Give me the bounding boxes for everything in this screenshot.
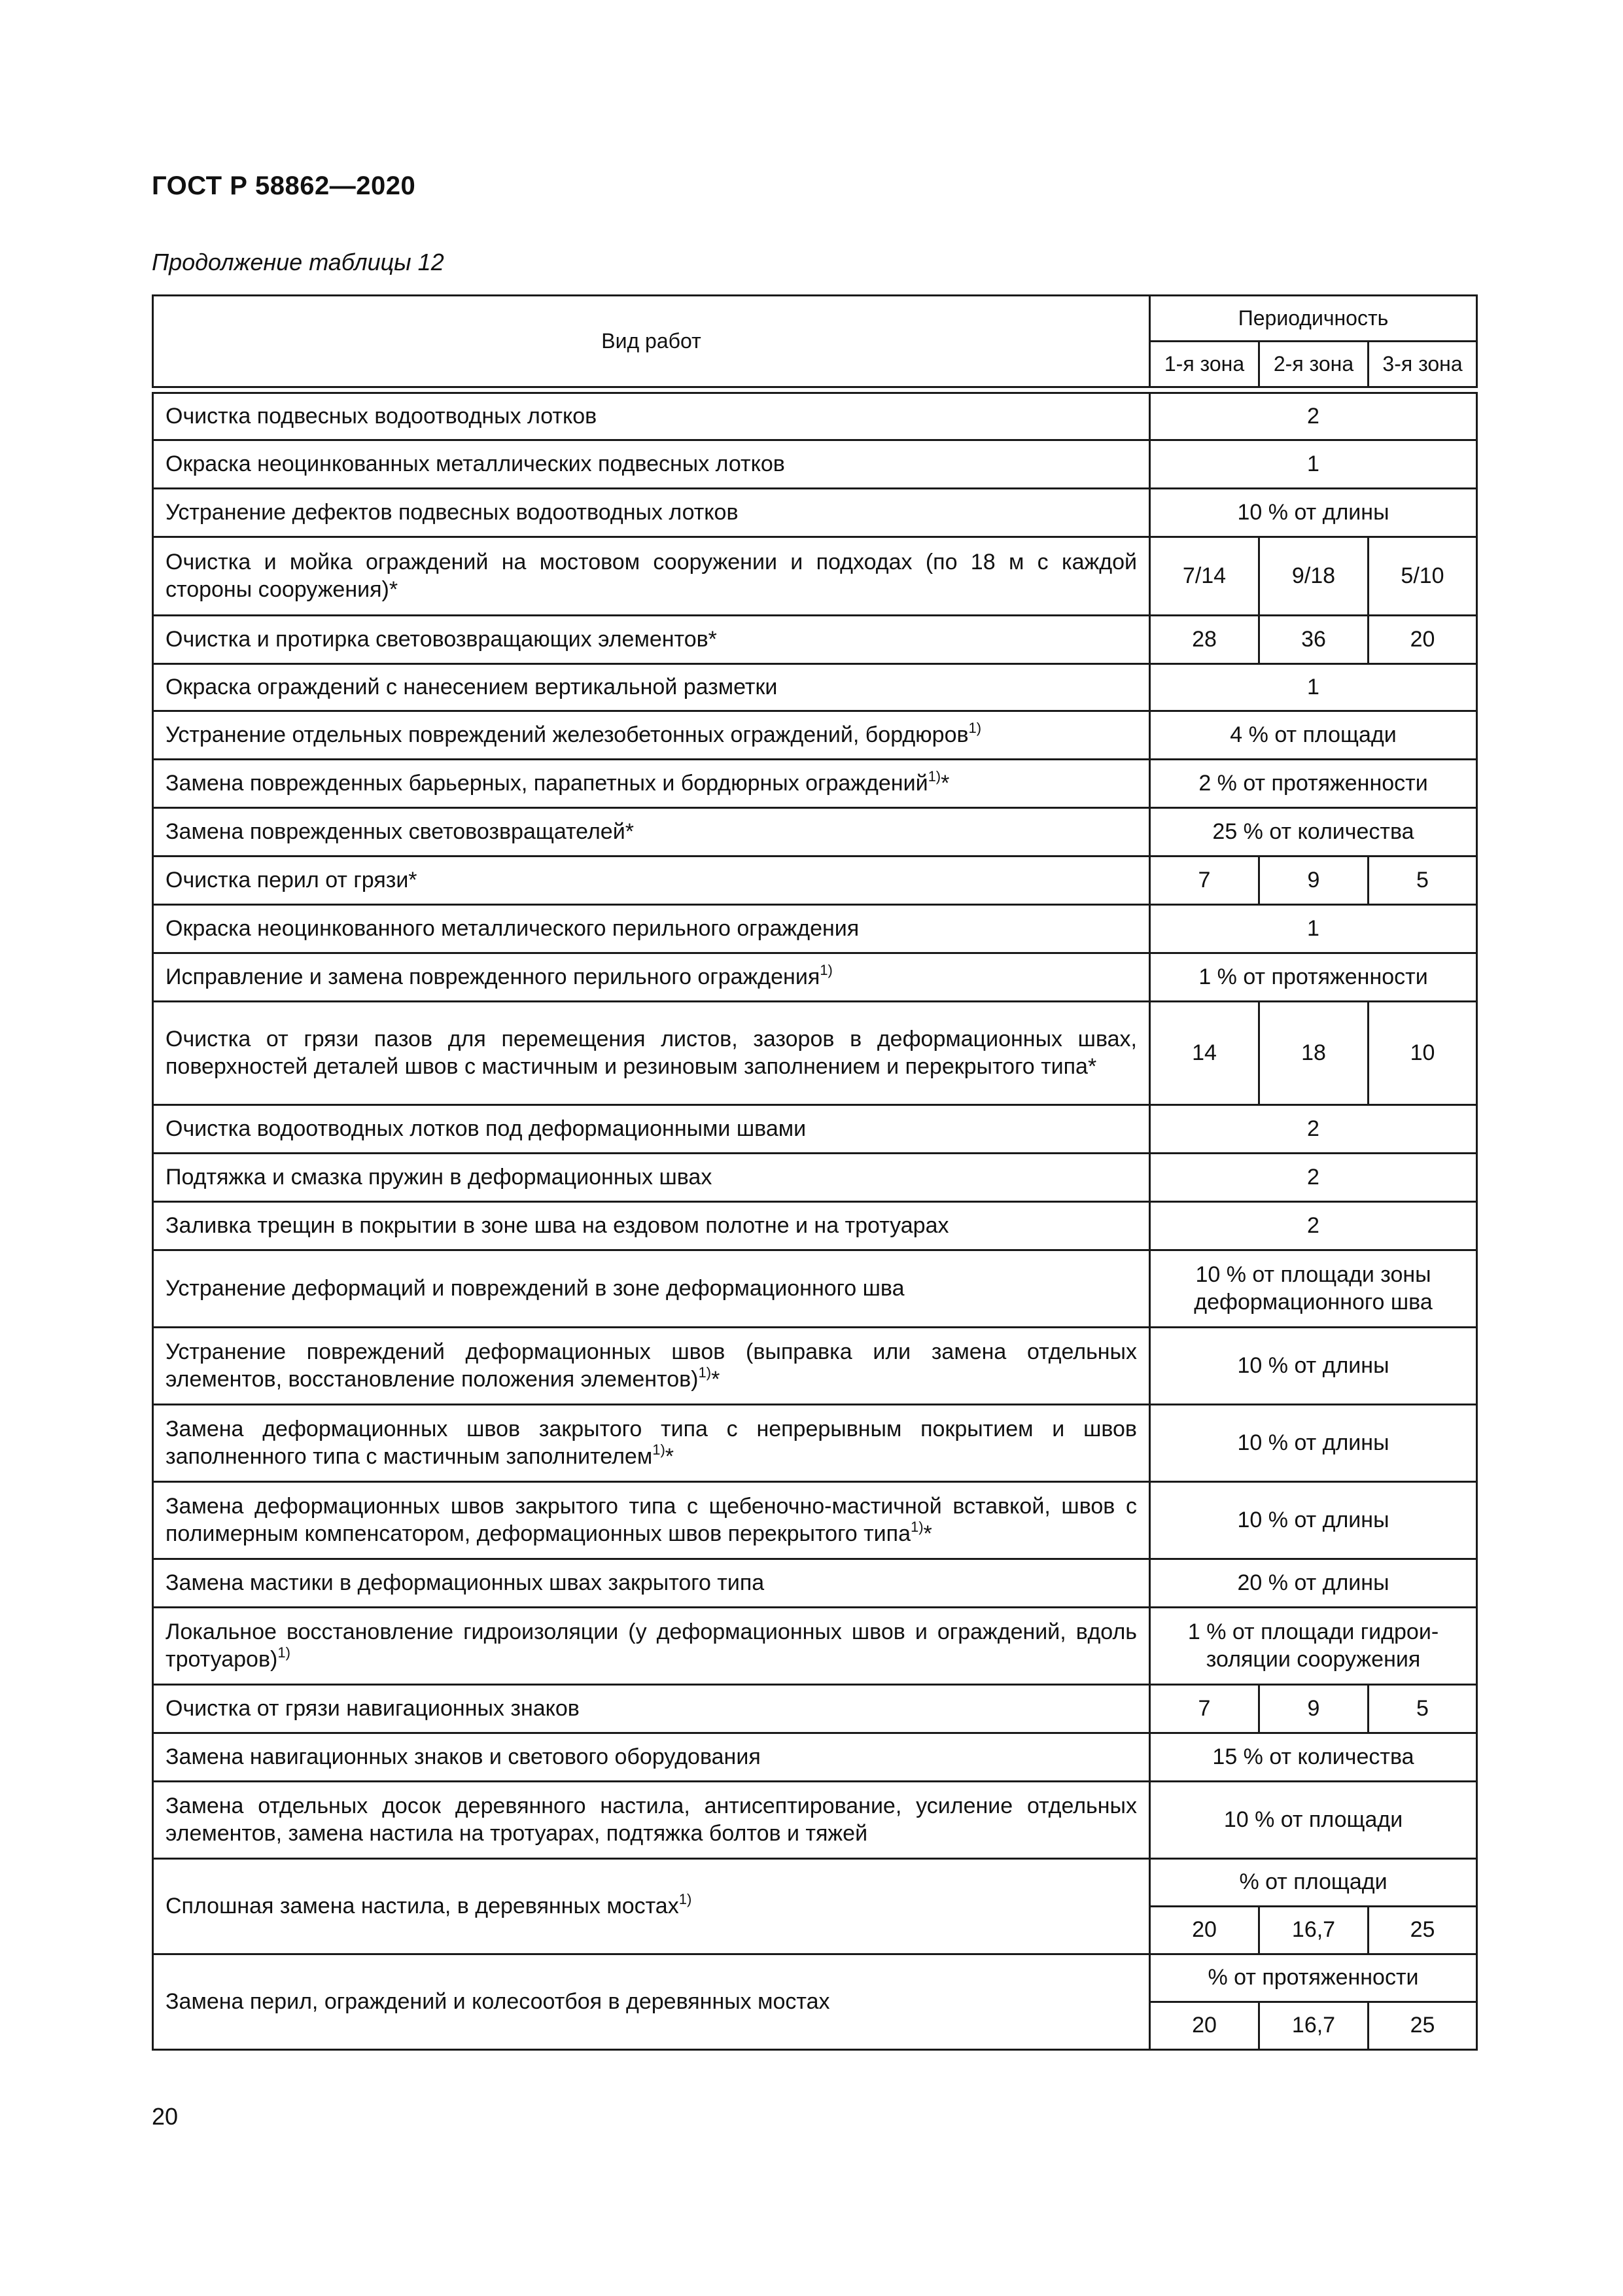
periodicity-value-cell: 10 % от длины xyxy=(1150,1328,1477,1405)
periodicity-value-cell: 10 % от площади xyxy=(1150,1782,1477,1859)
column-header-work-type: Вид работ xyxy=(153,296,1150,387)
table-row xyxy=(153,664,1477,711)
work-type-cell xyxy=(153,1328,1150,1405)
zone-2-value: 9 xyxy=(1259,857,1369,905)
work-type-cell xyxy=(153,1733,1150,1782)
periodicity-value-cell: 1 % от площади гидроизоляции сооружения xyxy=(1150,1608,1477,1685)
work-type-text: Заливка трещин в покрытии в зоне шва на ездовом полотне и на тротуарах xyxy=(166,1212,949,1238)
zone-2-value: 18 xyxy=(1259,1002,1369,1105)
periodicity-unit-cell: % от площади xyxy=(1150,1859,1477,1907)
work-type-cell xyxy=(153,1105,1150,1154)
zone-2-value: 16,7 xyxy=(1259,1907,1369,1954)
asterisk-marker: * xyxy=(711,1366,720,1392)
table-row xyxy=(153,616,1477,664)
work-type-text: Окраска неоцинкованных металлических подвесных лотков xyxy=(166,451,785,476)
work-type-text: Окраска неоцинкованного металлического перильного ограждения xyxy=(166,915,860,941)
footnote-marker: 1) xyxy=(928,768,941,785)
work-type-cell xyxy=(153,711,1150,760)
work-type-text: Замена перил, ограждений и колесоотбоя в деревянных мостах xyxy=(166,1988,830,2014)
periodicity-value-cell: 10 % от длины xyxy=(1150,1482,1477,1559)
work-type-text: Очистка и протирка световозвращающих элементов* xyxy=(166,626,717,652)
column-header-zone-1: 1-я зона xyxy=(1150,342,1259,387)
document-code: ГОСТ Р 58862—2020 xyxy=(152,171,416,200)
table-row xyxy=(153,489,1477,537)
table-row xyxy=(153,537,1477,616)
work-type-text: Окраска ограждений с нанесением вертикальной разметки xyxy=(166,674,778,699)
work-type-cell xyxy=(153,537,1150,616)
work-type-text: Очистка и мойка ограждений на мостовом сооружении и подходах (по 18 м с каждой стороны сооружения)* xyxy=(166,550,1137,602)
work-type-text: Очистка перил от грязи* xyxy=(166,867,417,892)
work-type-cell xyxy=(153,1954,1150,2050)
work-type-text: Устранение отдельных повреждений железобетонных ограждений, бордюров xyxy=(166,722,969,747)
table-row xyxy=(153,1954,1477,2002)
work-type-cell xyxy=(153,1405,1150,1482)
work-type-cell xyxy=(153,953,1150,1002)
periodicity-value-cell: 2 xyxy=(1150,1202,1477,1250)
work-type-cell xyxy=(153,664,1150,711)
footnote-marker: 1) xyxy=(698,1364,712,1381)
zone-1-value: 20 xyxy=(1150,1907,1259,1954)
work-type-text: Очистка подвесных водоотводных лотков xyxy=(166,403,597,429)
work-type-text: Устранение деформаций и повреждений в зоне деформационного шва xyxy=(166,1275,905,1301)
footnote-marker: 1) xyxy=(968,719,982,736)
work-type-cell xyxy=(153,489,1150,537)
periodicity-value-cell: 10 % от длины xyxy=(1150,1405,1477,1482)
work-type-cell xyxy=(153,1154,1150,1202)
table-row xyxy=(153,1482,1477,1559)
zone-1-value: 7 xyxy=(1150,857,1259,905)
periodicity-value-cell: 10 % от длины xyxy=(1150,489,1477,537)
work-type-cell xyxy=(153,857,1150,905)
header-separator xyxy=(153,387,1477,393)
table-row xyxy=(153,1859,1477,1907)
table-row xyxy=(153,1733,1477,1782)
zone-3-value: 5 xyxy=(1369,857,1477,905)
periodicity-value-cell: 1 xyxy=(1150,440,1477,489)
table-row xyxy=(153,1250,1477,1328)
work-type-cell xyxy=(153,760,1150,808)
periodicity-value-cell: 25 % от количества xyxy=(1150,808,1477,857)
work-type-cell xyxy=(153,1782,1150,1859)
asterisk-marker: * xyxy=(941,770,950,796)
periodicity-value-cell: 15 % от количества xyxy=(1150,1733,1477,1782)
table-row xyxy=(153,1154,1477,1202)
table-row xyxy=(153,760,1477,808)
work-type-text: Замена отдельных досок деревянного настила, антисептирование, усиление отдельных элементов, замена настила на тротуарах, подтяжка болтов и тяжей xyxy=(166,1793,1137,1846)
table-row xyxy=(153,711,1477,760)
work-type-text: Замена деформационных швов закрытого типа с непрерывным покрытием и швов заполненного типа с мастичным заполнителем xyxy=(166,1417,1137,1469)
zone-3-value: 25 xyxy=(1369,1907,1477,1954)
table-row xyxy=(153,1685,1477,1733)
work-type-cell xyxy=(153,905,1150,953)
work-type-cell xyxy=(153,1559,1150,1608)
table-row xyxy=(153,1559,1477,1608)
work-type-text: Очистка от грязи пазов для перемещения листов, зазоров в деформационных швах, поверхностей деталей швов с мастичным и резиновым заполнением и перекрытого типа* xyxy=(166,1027,1137,1079)
column-header-zone-2: 2-я зона xyxy=(1259,342,1369,387)
work-type-text: Очистка от грязи навигационных знаков xyxy=(166,1695,580,1721)
table-row xyxy=(153,1105,1477,1154)
work-type-text: Замена поврежденных барьерных, парапетных и бордюрных ограждений xyxy=(166,770,928,796)
zone-2-value: 16,7 xyxy=(1259,2002,1369,2050)
table-row xyxy=(153,1202,1477,1250)
table-row xyxy=(153,1782,1477,1859)
footnote-marker: 1) xyxy=(820,961,833,978)
table-body xyxy=(153,387,1477,2050)
table-row xyxy=(153,1328,1477,1405)
table-row xyxy=(153,1608,1477,1685)
table-row xyxy=(153,1405,1477,1482)
page-number: 20 xyxy=(152,2103,179,2130)
work-type-text: Замена мастики в деформационных швах закрытого типа xyxy=(166,1570,765,1595)
work-type-text: Устранение повреждений деформационных швов (выправка или замена отдельных элементов, восстановление положения элементов) xyxy=(166,1339,1137,1392)
work-type-cell xyxy=(153,1608,1150,1685)
zone-2-value: 9/18 xyxy=(1259,537,1369,616)
maintenance-table xyxy=(152,294,1478,2051)
table-row xyxy=(153,857,1477,905)
work-type-text: Локальное восстановление гидроизоляции (у деформационных швов и ограждений, вдоль тротуаров) xyxy=(166,1619,1137,1672)
table-row xyxy=(153,393,1477,440)
footnote-marker: 1) xyxy=(678,1890,692,1907)
periodicity-value-cell: 1 xyxy=(1150,664,1477,711)
work-type-cell xyxy=(153,1685,1150,1733)
work-type-text: Замена деформационных швов закрытого типа с щебеночно-мастичной вставкой, швов с полимерным компенсатором, деформационных швов перекрытого типа xyxy=(166,1494,1137,1546)
zone-2-value: 36 xyxy=(1259,616,1369,664)
zone-3-value: 5/10 xyxy=(1369,537,1477,616)
zone-1-value: 28 xyxy=(1150,616,1259,664)
work-type-text: Замена поврежденных световозвращателей* xyxy=(166,819,634,844)
work-type-text: Исправление и замена поврежденного перильного ограждения xyxy=(166,964,820,989)
work-type-cell xyxy=(153,440,1150,489)
footnote-marker: 1) xyxy=(910,1518,924,1535)
periodicity-value-cell: 10 % от площади зоны деформационного шва xyxy=(1150,1250,1477,1328)
table-row xyxy=(153,905,1477,953)
periodicity-value-cell: 2 xyxy=(1150,393,1477,440)
work-type-cell xyxy=(153,1202,1150,1250)
zone-1-value: 14 xyxy=(1150,1002,1259,1105)
periodicity-value-cell: 4 % от площади xyxy=(1150,711,1477,760)
footnote-marker: 1) xyxy=(652,1441,665,1458)
work-type-cell xyxy=(153,1482,1150,1559)
periodicity-value-cell: 1 % от протяженности xyxy=(1150,953,1477,1002)
work-type-text: Устранение дефектов подвесных водоотводных лотков xyxy=(166,499,739,525)
work-type-cell xyxy=(153,1002,1150,1105)
zone-3-value: 10 xyxy=(1369,1002,1477,1105)
table-row xyxy=(153,1002,1477,1105)
zone-3-value: 25 xyxy=(1369,2002,1477,2050)
table-row xyxy=(153,808,1477,857)
zone-1-value: 20 xyxy=(1150,2002,1259,2050)
zone-1-value: 7/14 xyxy=(1150,537,1259,616)
work-type-text: Подтяжка и смазка пружин в деформационных швах xyxy=(166,1164,712,1190)
work-type-text: Замена навигационных знаков и светового оборудования xyxy=(166,1744,761,1769)
work-type-text: Очистка водоотводных лотков под деформационными швами xyxy=(166,1116,807,1141)
periodicity-value-cell: 2 xyxy=(1150,1105,1477,1154)
table-row xyxy=(153,953,1477,1002)
zone-3-value: 5 xyxy=(1369,1685,1477,1733)
asterisk-marker: * xyxy=(923,1521,932,1546)
work-type-cell xyxy=(153,393,1150,440)
periodicity-value-cell: 1 xyxy=(1150,905,1477,953)
periodicity-value-cell: 2 xyxy=(1150,1154,1477,1202)
work-type-text: Сплошная замена настила, в деревянных мостах xyxy=(166,1893,679,1918)
zone-3-value: 20 xyxy=(1369,616,1477,664)
footnote-marker: 1) xyxy=(277,1644,290,1661)
asterisk-marker: * xyxy=(665,1443,674,1469)
periodicity-value-cell: 2 % от протяженности xyxy=(1150,760,1477,808)
periodicity-unit-cell: % от протяженности xyxy=(1150,1954,1477,2002)
column-header-zone-3: 3-я зона xyxy=(1369,342,1477,387)
work-type-cell xyxy=(153,1859,1150,1954)
periodicity-value-cell: 20 % от длины xyxy=(1150,1559,1477,1608)
work-type-cell xyxy=(153,616,1150,664)
zone-2-value: 9 xyxy=(1259,1685,1369,1733)
zone-1-value: 7 xyxy=(1150,1685,1259,1733)
work-type-cell xyxy=(153,808,1150,857)
work-type-cell xyxy=(153,1250,1150,1328)
column-header-periodicity: Периодичность xyxy=(1150,296,1477,342)
table-row xyxy=(153,440,1477,489)
table-caption: Продолжение таблицы 12 xyxy=(152,249,444,275)
